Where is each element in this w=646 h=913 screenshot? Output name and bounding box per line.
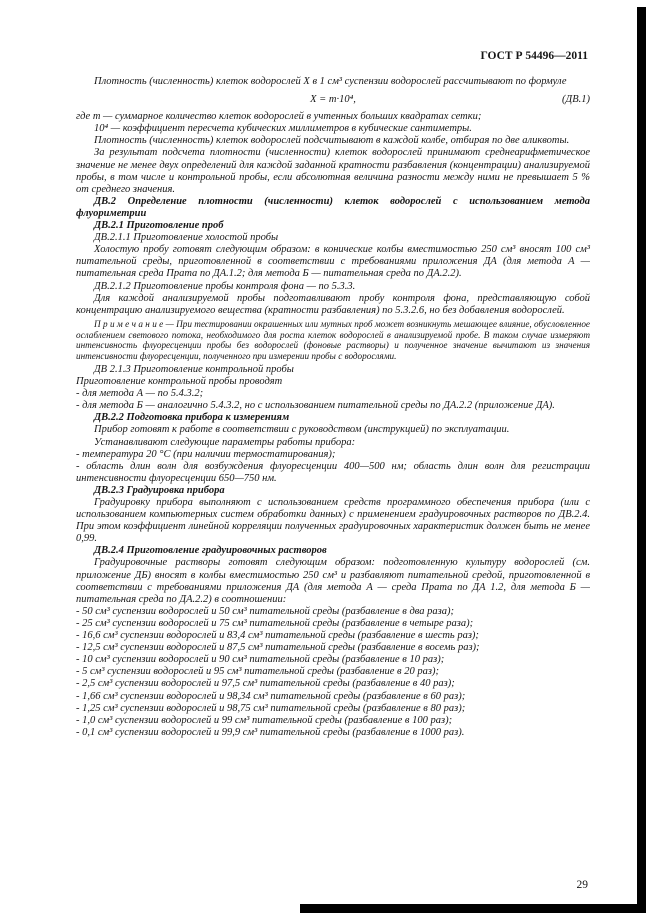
- list-item: - область длин волн для возбуждения флуоресценции 400—500 нм; область длин волн для регистрации интенсивности флуоресценции 650—750 нм.: [76, 460, 590, 484]
- list-item: - 12,5 см³ суспензии водорослей и 87,5 см³ питательной среды (разбавление в восемь раз);: [76, 642, 480, 654]
- paragraph: ДВ.2.1.1 Приготовление холостой пробы: [94, 232, 279, 244]
- list-item: - 1,66 см³ суспензии водорослей и 98,34 см³ питательной среды (разбавление в 60 раз);: [76, 690, 466, 702]
- formula-number: (ДВ.1): [562, 94, 590, 106]
- document-body: [76, 76, 590, 739]
- paragraph: Градуировочные растворы готовят следующим образом: подготовленную культуру водорослей (см. приложение ДБ) вносят в колбы вместимостью 250 см³ и разбавляют питательной средой, приготовленной в соответствии с требованиями приложения ДА (для метода А — среда Прата по ДА 1.2, для метода Б — питательная среда по ДА.2.2) в соотношении:: [76, 557, 590, 605]
- page-footer: [577, 879, 589, 891]
- paragraph: Холостую пробу готовят следующим образом: в конические колбы вместимостью 250 см³ вносят 100 см³ питательной среды, приготовленной в соответствии с требованиями приложения ДА (для метода А — питательная среда Прата по ДА.1.2; для метода Б — питательная среда по ДА.2.2).: [76, 244, 590, 280]
- list-item: - 5 см³ суспензии водорослей и 95 см³ питательной среды (разбавление в 20 раз);: [76, 666, 439, 678]
- doc-number: ГОСТ Р 54496—2011: [480, 50, 588, 62]
- formula: [76, 94, 590, 106]
- section-heading: ДВ.2.4 Приготовление градуировочных растворов: [94, 545, 327, 557]
- paragraph: 10⁴ — коэффициент пересчета кубических миллиметров в кубические сантиметры.: [94, 123, 472, 135]
- paragraph: Устанавливают следующие параметры работы прибора:: [94, 436, 356, 448]
- section-heading: ДВ.2.2 Подготовка прибора к измерениям: [94, 412, 290, 424]
- paragraph: Приготовление контрольной пробы проводят: [76, 376, 283, 388]
- page-number: 29: [576, 879, 588, 891]
- paragraph: где m — суммарное количество клеток водорослей в учтенных больших квадратах сетки;: [76, 111, 482, 123]
- paragraph: Прибор готовят к работе в соответствии с руководством (инструкцией) по эксплуатации.: [94, 424, 510, 436]
- formula-expression: X = m·10⁴,: [310, 94, 356, 106]
- list-item: - 50 см³ суспензии водорослей и 50 см³ питательной среды (разбавление в два раза);: [76, 605, 455, 617]
- paragraph: За результат подсчета плотности (численности) клеток водорослей принимают среднеарифметическое значение не менее двух определений для каждой заданной кратности разбавления (концентрации) анализируемой пробы, в том числе и контрольной пробы, если абсолютная величина разности между ними не превышает 5 % от среднего значения.: [76, 147, 590, 195]
- note-paragraph: П р и м е ч а н и е — При тестировании окрашенных или мутных проб может возникнуть мешающее влияние, обусловленное ослаблением светового потока, необходимого для роста клеток водорослей в анализируемой пробе. В таком случае измеряют интенсивность флуоресценции пробы без водорослей (фоновые растворы) и полученное значение вычитают из значения интенсивности флуоресценции, полученного при измерении пробы с водорослями.: [76, 318, 590, 362]
- list-item: - 1,25 см³ суспензии водорослей и 98,75 см³ питательной среды (разбавление в 80 раз);: [76, 702, 466, 714]
- list-item: - температура 20 °C (при наличии термостатирования);: [76, 448, 336, 460]
- paragraph: Градуировку прибора выполняют с использованием средств программного обеспечения прибора (или с использованием компьютерных систем обработки данных) с применением градуировочных растворов по ДВ.2.4. При этом коэффициент линейной корреляции полученных градуировочных характеристик должен быть не менее 0,99.: [76, 497, 590, 545]
- list-item: - 0,1 см³ суспензии водорослей и 99,9 см³ питательной среды (разбавление в 1000 раз).: [76, 726, 465, 738]
- paragraph: Плотность (численность) клеток водорослей X в 1 см³ суспензии водорослей рассчитывают по формуле: [94, 76, 567, 87]
- list-item: - 1,0 см³ суспензии водорослей и 99 см³ питательной среды (разбавление в 100 раз);: [76, 714, 453, 726]
- section-heading: ДВ.2.3 Градуировка прибора: [94, 484, 225, 496]
- section-heading: ДВ.2.1 Приготовление проб: [94, 220, 224, 232]
- paragraph: ДВ.2.1.2 Приготовление пробы контроля фона — по 5.3.3.: [94, 280, 356, 292]
- paragraph: ДВ 2.1.3 Приготовление контрольной пробы: [94, 363, 294, 375]
- list-item: - для метода А — по 5.4.3.2;: [76, 388, 204, 400]
- section-heading: ДВ.2 Определение плотности (численности) клеток водорослей с использованием метода флуориметрии: [76, 195, 590, 219]
- list-item: - 2,5 см³ суспензии водорослей и 97,5 см³ питательной среды (разбавление в 40 раз);: [76, 678, 455, 690]
- list-item: - для метода Б — аналогично 5.4.3.2, но с использованием питательной среды по ДА.2.2 (приложение ДА).: [76, 400, 555, 412]
- document-header: [76, 50, 588, 62]
- list-item: - 25 см³ суспензии водорослей и 75 см³ питательной среды (разбавление в четыре раза);: [76, 617, 474, 629]
- paragraph: Плотность (численность) клеток водорослей подсчитывают в каждой колбе, отбирая по две аликвоты.: [94, 135, 570, 147]
- scan-artifact-right-edge: [637, 7, 646, 913]
- list-item: - 10 см³ суспензии водорослей и 90 см³ питательной среды (разбавление в 10 раз);: [76, 654, 445, 666]
- list-item: - 16,6 см³ суспензии водорослей и 83,4 см³ питательной среды (разбавление в шесть раз);: [76, 630, 479, 642]
- paragraph: Для каждой анализируемой пробы подготавливают пробу контроля фона, представляющую собой концентрацию анализируемого вещества (кратности разбавления) по 5.3.2.6, но без добавления водорослей.: [76, 292, 590, 316]
- scan-artifact-bottom-edge: [300, 904, 646, 913]
